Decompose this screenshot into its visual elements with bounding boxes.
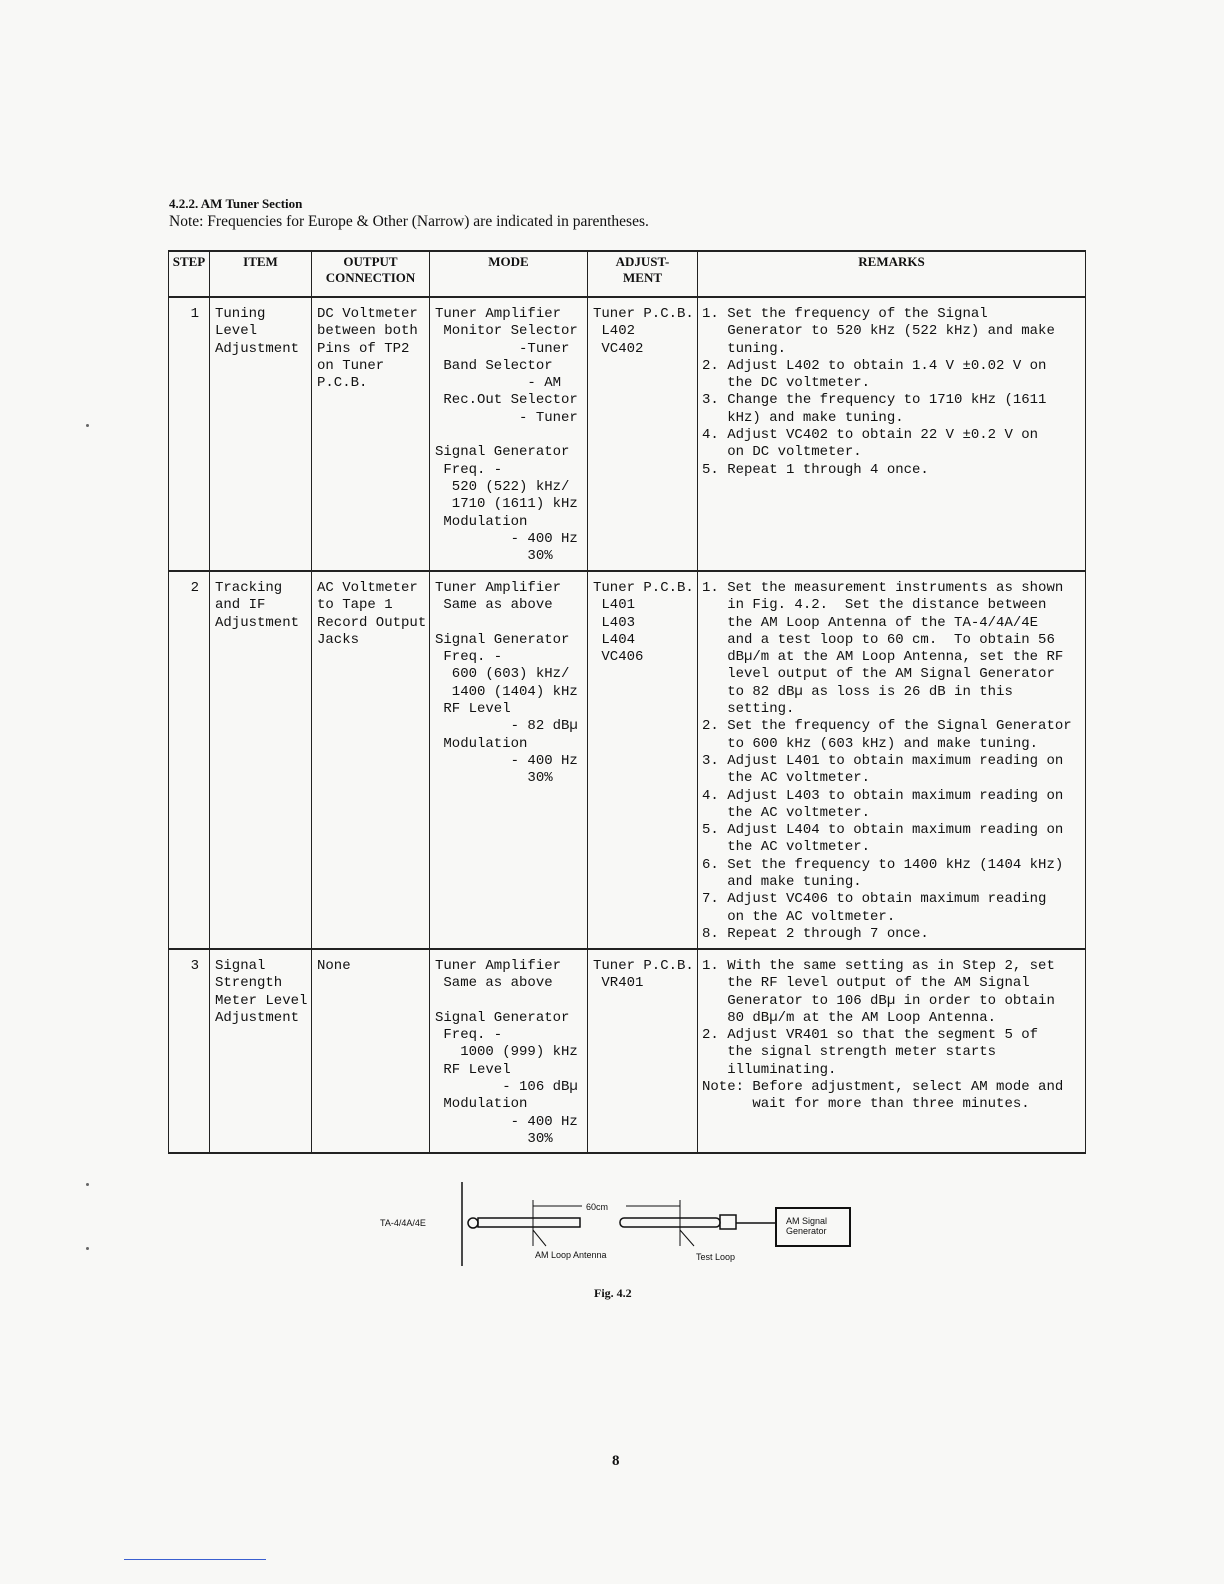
remarks-cell: 1. With the same setting as in Step 2, set the RF level output of the AM Signal Generator to 106 dBµ in order to obtain 80 dBµ/m at the AM Loop Antenna. 2. Adjust VR401 so that the segment 5 of the signal strength meter starts illuminating. Note: Before adjustment, select AM mode and wait for more than three minutes. [698,949,1086,1153]
item-cell: Tracking and IF Adjustment [210,571,312,949]
scan-dot [86,1247,89,1250]
mode-cell: Tuner Amplifier Same as above Signal Generator Freq. - 600 (603) kHz/ 1400 (1404) kHz RF Level - 82 dBµ Modulation - 400 Hz 30% [430,571,588,949]
bottom-rule [124,1559,266,1560]
test-loop-rod [620,1218,720,1227]
output-cell: None [312,949,430,1153]
header-output-line1: OUTPUT [343,254,398,269]
step-cell: 2 [169,571,210,949]
section-title: 4.2.2. AM Tuner Section [169,196,303,211]
table-header-row [169,251,1086,297]
scan-dot [86,1183,89,1186]
adjustment-cell: Tuner P.C.B. L401 L403 L404 VC406 [588,571,698,949]
figure-4-2-diagram [370,1180,870,1270]
output-cell: AC Voltmeter to Tape 1 Record Output Jacks [312,571,430,949]
generator-label-line1: AM Signal [786,1216,828,1226]
header-output-line2: CONNECTION [325,270,416,285]
mode-cell: Tuner Amplifier Monitor Selector -Tuner Band Selector - AM Rec.Out Selector - Tuner Signal Generator Freq. - 520 (522) kHz/ 1710 (1611) kHz Modulation - 400 Hz 30% [430,297,588,571]
step-cell: 1 [169,297,210,571]
test-loop-label: Test Loop [696,1252,736,1262]
unit-label: TA-4/4A/4E [380,1218,426,1228]
remarks-cell: 1. Set the frequency of the Signal Generator to 520 kHz (522 kHz) and make tuning. 2. Adjust L402 to obtain 1.4 V ±0.02 V on the DC voltmeter. 3. Change the frequency to 1710 kHz (1611 kHz) and make tuning. 4. Adjust VC402 to obtain 22 V ±0.2 V on on DC voltmeter. 5. Repeat 1 through 4 once. [698,297,1086,571]
header-item: ITEM [210,251,312,297]
antenna-label: AM Loop Antenna [535,1250,607,1260]
item-cell: Tuning Level Adjustment [210,297,312,571]
scan-dot [86,424,89,427]
figure-caption: Fig. 4.2 [594,1286,632,1300]
item-cell: Signal Strength Meter Level Adjustment [210,949,312,1153]
header-adjust-line2: MENT [623,270,662,285]
header-remarks: REMARKS [698,251,1086,297]
test-loop-connector [720,1215,736,1229]
adjustment-cell: Tuner P.C.B. L402 VC402 [588,297,698,571]
step-cell: 3 [169,949,210,1153]
table-row [169,297,1086,571]
header-mode: MODE [430,251,588,297]
generator-label-line2: Generator [786,1226,827,1236]
adjustment-cell: Tuner P.C.B. VR401 [588,949,698,1153]
output-cell: DC Voltmeter between both Pins of TP2 on Tuner P.C.B. [312,297,430,571]
header-adjustment [588,251,698,297]
header-step: STEP [169,251,210,297]
mode-cell: Tuner Amplifier Same as above Signal Generator Freq. - 1000 (999) kHz RF Level - 106 dBµ Modulation - 400 Hz 30% [430,949,588,1153]
header-adjust-line1: ADJUST- [615,254,670,269]
remarks-cell: 1. Set the measurement instruments as shown in Fig. 4.2. Set the distance between the AM Loop Antenna of the TA-4/4A/4E and a test loop to 60 cm. To obtain 56 dBµ/m at the AM Loop Antenna, set the RF level output of the AM Signal Generator to 82 dBµ as loss is 26 dB in this setting. 2. Set the frequency of the Signal Generator to 600 kHz (603 kHz) and make tuning. 3. Adjust L401 to obtain maximum reading on the AC voltmeter. 4. Adjust L403 to obtain maximum reading on the AC voltmeter. 5. Adjust L404 to obtain maximum reading on the AC voltmeter. 6. Set the frequency to 1400 kHz (1404 kHz) and make tuning. 7. Adjust VC406 to obtain maximum reading on the AC voltmeter. 8. Repeat 2 through 7 once. [698,571,1086,949]
am-loop-antenna-rod [478,1218,580,1227]
distance-label: 60cm [586,1202,609,1212]
antenna-coil-icon [468,1218,478,1228]
note-text: Note: Frequencies for Europe & Other (Narrow) are indicated in parentheses. [169,213,649,230]
page-number: 8 [612,1453,620,1469]
adjustment-table [168,250,1086,1154]
table-row [169,571,1086,949]
table-row [169,949,1086,1153]
header-output [312,251,430,297]
